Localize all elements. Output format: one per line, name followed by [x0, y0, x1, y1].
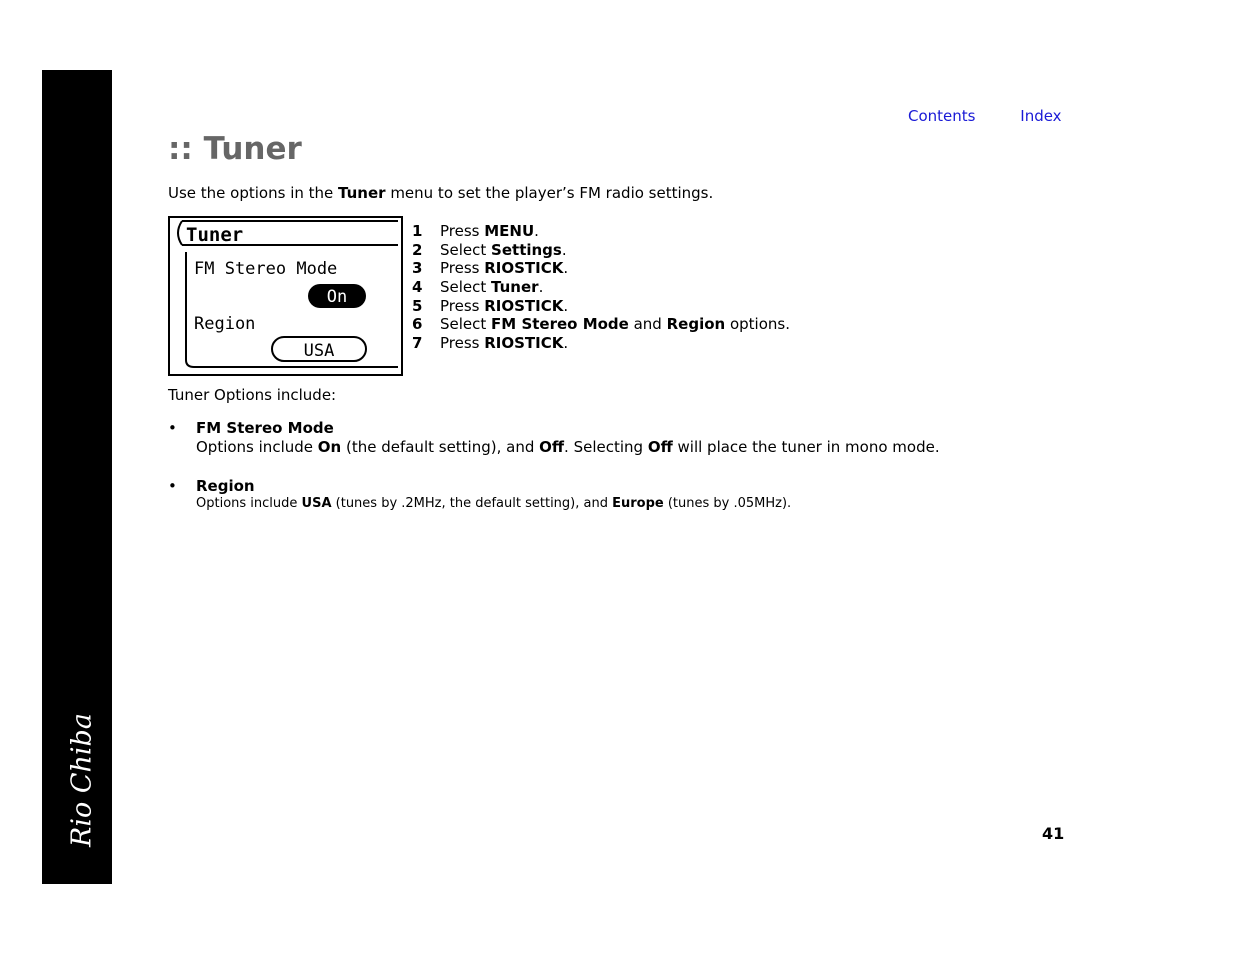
option-desc-text: . Selecting: [564, 438, 648, 456]
intro-text: [168, 184, 713, 202]
step-text: and: [628, 315, 667, 334]
contents-link[interactable]: Contents: [908, 107, 976, 125]
step-text: Select: [440, 278, 492, 297]
step-item: [412, 297, 790, 316]
screen-header-text: Tuner: [186, 224, 244, 246]
step-text: .: [561, 240, 567, 259]
step-item: [412, 315, 790, 334]
option-desc-text: (tunes by .05MHz).: [663, 496, 792, 511]
step-bold: Tuner: [491, 278, 539, 297]
steps-list: [412, 222, 790, 353]
step-text: .: [563, 259, 569, 278]
step-bold: MENU: [484, 222, 535, 240]
index-link[interactable]: Index: [1020, 107, 1062, 125]
step-item: [412, 259, 790, 278]
step-item: [412, 334, 790, 353]
step-bold: RIOSTICK: [484, 296, 564, 315]
screen-setting2-value: USA: [303, 341, 335, 361]
step-text: Press: [440, 222, 485, 240]
step-number: 3: [412, 259, 423, 278]
option-desc-text: will place the tuner in mono mode.: [672, 438, 940, 456]
option-heading: FM Stereo Mode: [196, 419, 334, 437]
option-desc-bold: Off: [647, 438, 673, 456]
intro-pre: Use the options in the: [168, 184, 339, 202]
option-heading: Region: [196, 477, 255, 495]
step-bold: Region: [666, 315, 726, 334]
step-bold: FM Stereo Mode: [491, 315, 629, 334]
option-desc-text: (the default setting), and: [341, 438, 540, 456]
step-text: .: [563, 296, 569, 315]
step-bold: Settings: [491, 240, 562, 259]
step-bold: RIOSTICK: [484, 259, 564, 278]
options-intro: Tuner Options include:: [168, 386, 337, 404]
step-number: 5: [412, 296, 423, 315]
step-text: Press: [440, 334, 485, 353]
step-text: Select: [440, 240, 492, 259]
screen-setting2-label: Region: [194, 314, 256, 334]
step-number: 4: [412, 278, 423, 297]
option-desc-bold: On: [317, 438, 342, 456]
top-nav: [908, 107, 1062, 125]
bullet-icon: •: [168, 419, 177, 437]
step-text: options.: [725, 315, 790, 334]
step-text: .: [563, 334, 569, 353]
step-item: [412, 222, 790, 241]
bullet-icon: •: [168, 477, 177, 495]
step-item: [412, 241, 790, 260]
screen-setting1-label: FM Stereo Mode: [194, 259, 338, 279]
intro-post: menu to set the player’s FM radio settings.: [385, 184, 714, 202]
sidebar-brand-text: Rio Chiba: [66, 713, 98, 847]
step-number: 6: [412, 315, 423, 334]
option-desc-text: Options include: [196, 438, 318, 456]
option-desc-bold: USA: [301, 496, 332, 511]
screen-setting1-value: On: [326, 287, 348, 307]
step-number: 1: [412, 222, 423, 240]
device-screen-image: [168, 216, 403, 376]
option-desc-bold: Off: [539, 438, 565, 456]
step-text: Select: [440, 315, 492, 334]
step-text: Press: [440, 259, 485, 278]
step-text: .: [534, 222, 539, 240]
option-desc-text: Options include: [196, 496, 302, 511]
step-text: .: [538, 278, 544, 297]
step-text: Press: [440, 296, 485, 315]
step-number: 7: [412, 334, 423, 353]
intro-bold: Tuner: [338, 184, 386, 202]
option-desc-bold: Europe: [612, 496, 664, 511]
option-description: [196, 438, 940, 456]
step-item: [412, 278, 790, 297]
page-number: 41: [1042, 824, 1065, 843]
option-description: [196, 496, 791, 511]
page-title: :: Tuner: [168, 131, 302, 167]
step-bold: RIOSTICK: [484, 334, 564, 353]
step-number: 2: [412, 240, 423, 259]
option-desc-text: (tunes by .2MHz, the default setting), and: [331, 496, 613, 511]
